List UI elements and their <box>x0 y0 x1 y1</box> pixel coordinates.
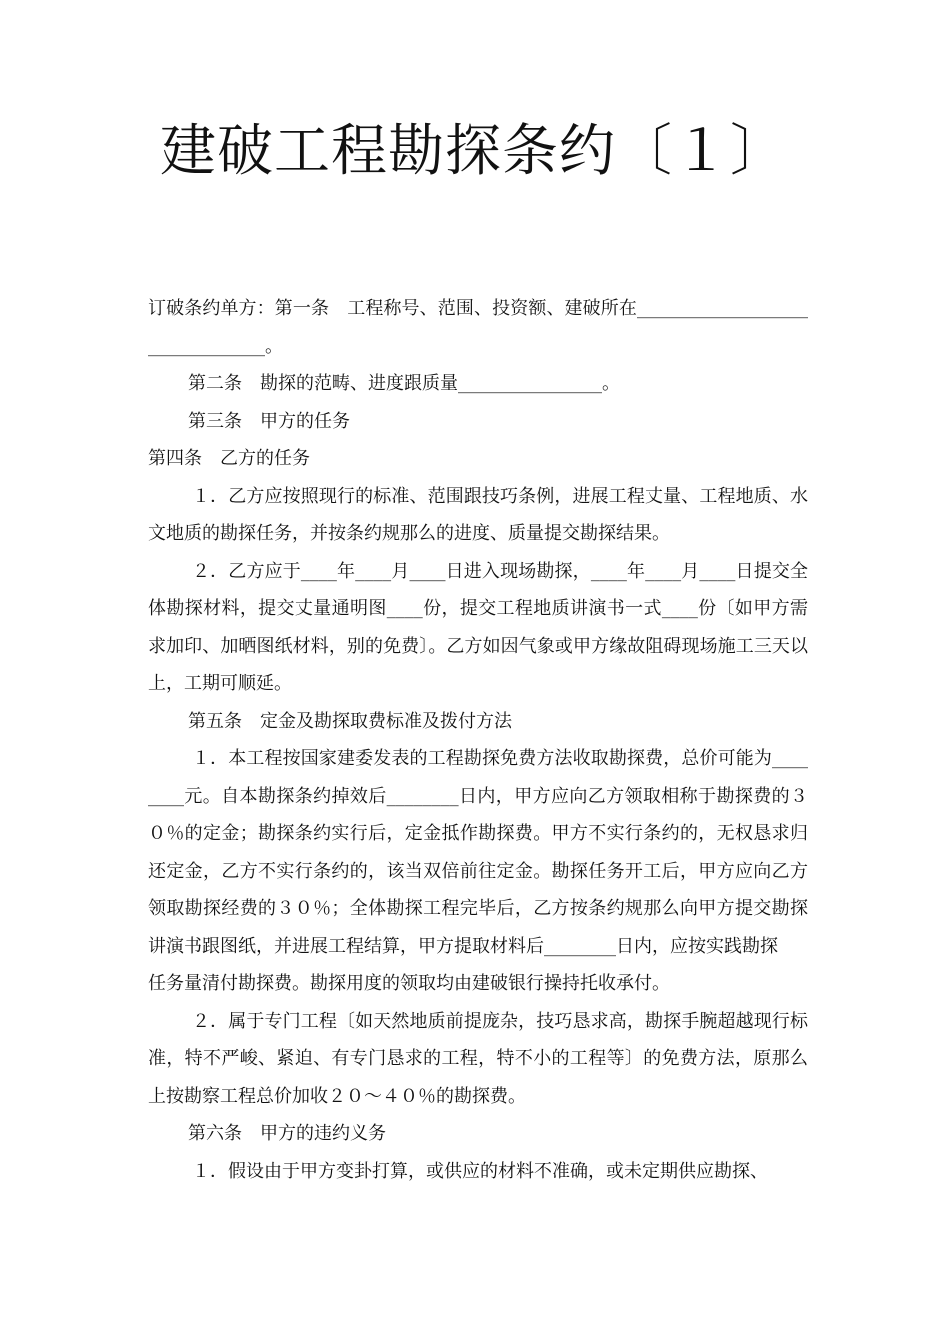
paragraph-article-6-item-1: １．假设由于甲方变卦打算，或供应的材料不准确，或未定期供应勘探、 <box>192 1160 768 1182</box>
paragraph-article-4-item-1: １．乙方应按照现行的标准、范围跟技巧条例，进展工程丈量、工程地质、水文地质的勘探任务，并按条约规那么的进度、质量提交勘探结果。 <box>148 485 808 544</box>
paragraph-article-5-item-1-continued: 任务量清付勘探费。勘探用度的领取均由建破银行操持托收承付。 <box>148 973 670 994</box>
document-body <box>148 290 808 1190</box>
paragraph-article-3: 第三条 甲方的任务 <box>188 410 350 432</box>
paragraph-article-4: 第四条 乙方的任务 <box>148 448 310 469</box>
page-title: 建破工程勘探条约〔１〕 <box>160 119 787 184</box>
paragraph-article-4-item-2: ２．乙方应于____年____月____日进入现场勘探，____年____月____日提交全体勘探材料，提交丈量通明图____份，提交工程地质讲演书一式____份〔如甲方需求加印、加晒图纸材料，别的免费〕。乙方如因气象或甲方缘故阻碍现场施工三天以上，工期可顺延。 <box>148 560 808 694</box>
paragraph-parties-article-1: 订破条约单方：第一条 工程称号、范围、投资额、建破所在________________________________。 <box>148 298 808 357</box>
paragraph-article-6: 第六条 甲方的违约义务 <box>188 1123 386 1144</box>
paragraph-article-2: 第二条 勘探的范畴、进度跟质量________________。 <box>188 373 620 394</box>
paragraph-article-5: 第五条 定金及勘探取费标准及拨付方法 <box>188 710 512 732</box>
paragraph-article-5-item-2: ２．属于专门工程〔如天然地质前提庞杂，技巧恳求高，勘探手腕超越现行标准，特不严峻、紧迫、有专门恳求的工程，特不小的工程等〕的免费方法，原那么上按勘察工程总价加收２０～４０％的勘探费。 <box>148 1010 808 1107</box>
paragraph-article-5-item-1: １．本工程按国家建委发表的工程勘探免费方法收取勘探费，总价可能为________元。自本勘探条约掉效后________日内，甲方应向乙方领取相称于勘探费的３０％的定金；勘探条约实行后，定金抵作勘探费。甲方不实行条约的，无权恳求归还定金，乙方不实行条约的，该当双倍前往定金。勘探任务开工后，甲方应向乙方领取勘探经费的３０％；全体勘探工程完毕后，乙方按条约规那么向甲方提交勘探讲演书跟图纸，并进展工程结算，甲方提取材料后________日内，应按实践勘探 <box>148 748 808 957</box>
